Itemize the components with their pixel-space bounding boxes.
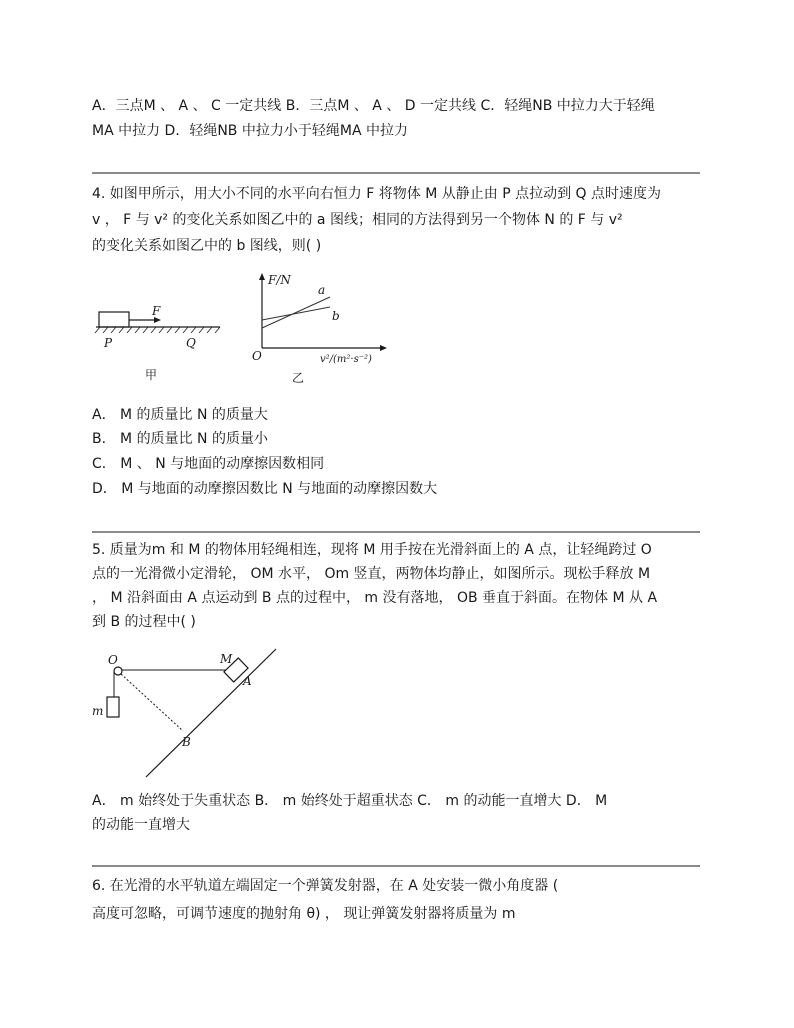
q5-stem-line-2: 点的一光滑微小定滑轮， OM 水平， Om 竖直，两物体均静止，如图所示。现松手释放 M <box>92 566 651 582</box>
label-small-m: m <box>92 704 104 718</box>
q4-figure-yi <box>250 270 400 390</box>
q4-option-b: B． M 的质量比 N 的质量小 <box>92 431 268 447</box>
label-o: O <box>108 653 118 667</box>
q5-options-line-1: A． m 始终处于失重状态 B． m 始终处于超重状态 C． m 的动能一直增大 D． M <box>92 793 608 809</box>
section-divider <box>92 865 700 867</box>
line-a <box>262 297 330 328</box>
q3-options-line-2: MA 中拉力 D．轻绳NB 中拉力小于轻绳MA 中拉力 <box>92 123 408 139</box>
origin-label: O <box>252 349 262 363</box>
q5-figure <box>90 645 290 785</box>
q5-stem-line-4: 到 B 的过程中( ) <box>92 614 196 630</box>
small-mass-block <box>107 697 119 717</box>
x-axis-arrowhead <box>380 345 387 351</box>
line-a-label: a <box>318 283 326 297</box>
ground-hatching <box>95 327 220 333</box>
label-a: A <box>243 674 252 688</box>
line-b <box>262 307 330 320</box>
q4-option-c: C． M 、 N 与地面的动摩擦因数相同 <box>92 456 325 472</box>
q5-stem-line-1: 5. 质量为m 和 M 的物体用轻绳相连，现将 M 用手按在光滑斜面上的 A 点，让轻绳跨过 O <box>92 542 652 558</box>
q6-stem-line-1: 6. 在光滑的水平轨道左端固定一个弹簧发射器，在 A 处安装一微小角度器 ( <box>92 878 559 894</box>
q3-options-line-1: A．三点M 、 A 、 C 一定共线 B．三点M 、 A 、 D 一定共线 C．轻绳NB 中拉力大于轻绳 <box>92 98 655 114</box>
line-b-label: b <box>332 309 340 323</box>
dashed-ob <box>121 674 183 731</box>
block <box>99 312 129 327</box>
figure-caption-jia: 甲 <box>145 368 158 382</box>
pulley <box>114 667 122 675</box>
y-axis-arrowhead <box>259 273 265 280</box>
x-axis-label: v²/(m²·s⁻²) <box>320 354 372 365</box>
q6-stem-line-2: 高度可忽略，可调节速度的抛射角 θ) ， 现让弹簧发射器将质量为 m <box>92 906 516 922</box>
point-q-label: Q <box>186 336 196 350</box>
y-axis-label: F/N <box>268 273 291 287</box>
point-p-label: P <box>104 336 113 350</box>
q4-option-a: A． M 的质量比 N 的质量大 <box>92 407 268 423</box>
label-b: B <box>182 735 191 749</box>
figure-caption-yi: 乙 <box>292 371 305 385</box>
q4-figure-jia <box>90 295 230 385</box>
q4-stem-line-1: 4. 如图甲所示，用大小不同的水平向右恒力 F 将物体 M 从静止由 P 点拉动到 Q 点时速度为 <box>92 186 662 202</box>
q4-stem-line-3: 的变化关系如图乙中的 b 图线，则( ) <box>92 238 322 254</box>
section-divider <box>92 531 700 533</box>
q5-options-line-2: 的动能一直增大 <box>92 817 190 833</box>
force-label: F <box>152 304 161 318</box>
q4-option-d: D． M 与地面的动摩擦因数比 N 与地面的动摩擦因数大 <box>92 481 438 497</box>
q4-stem-line-2: v ， F 与 v² 的变化关系如图乙中的 a 图线；相同的方法得到另一个物体 N 的 F 与 v² <box>92 212 623 228</box>
section-divider <box>92 172 700 174</box>
incline <box>146 649 276 777</box>
label-big-m: M <box>220 652 233 666</box>
q5-stem-line-3: ， M 沿斜面由 A 点运动到 B 点的过程中， m 没有落地， OB 垂直于斜面。在物体 M 从 A <box>92 590 658 606</box>
